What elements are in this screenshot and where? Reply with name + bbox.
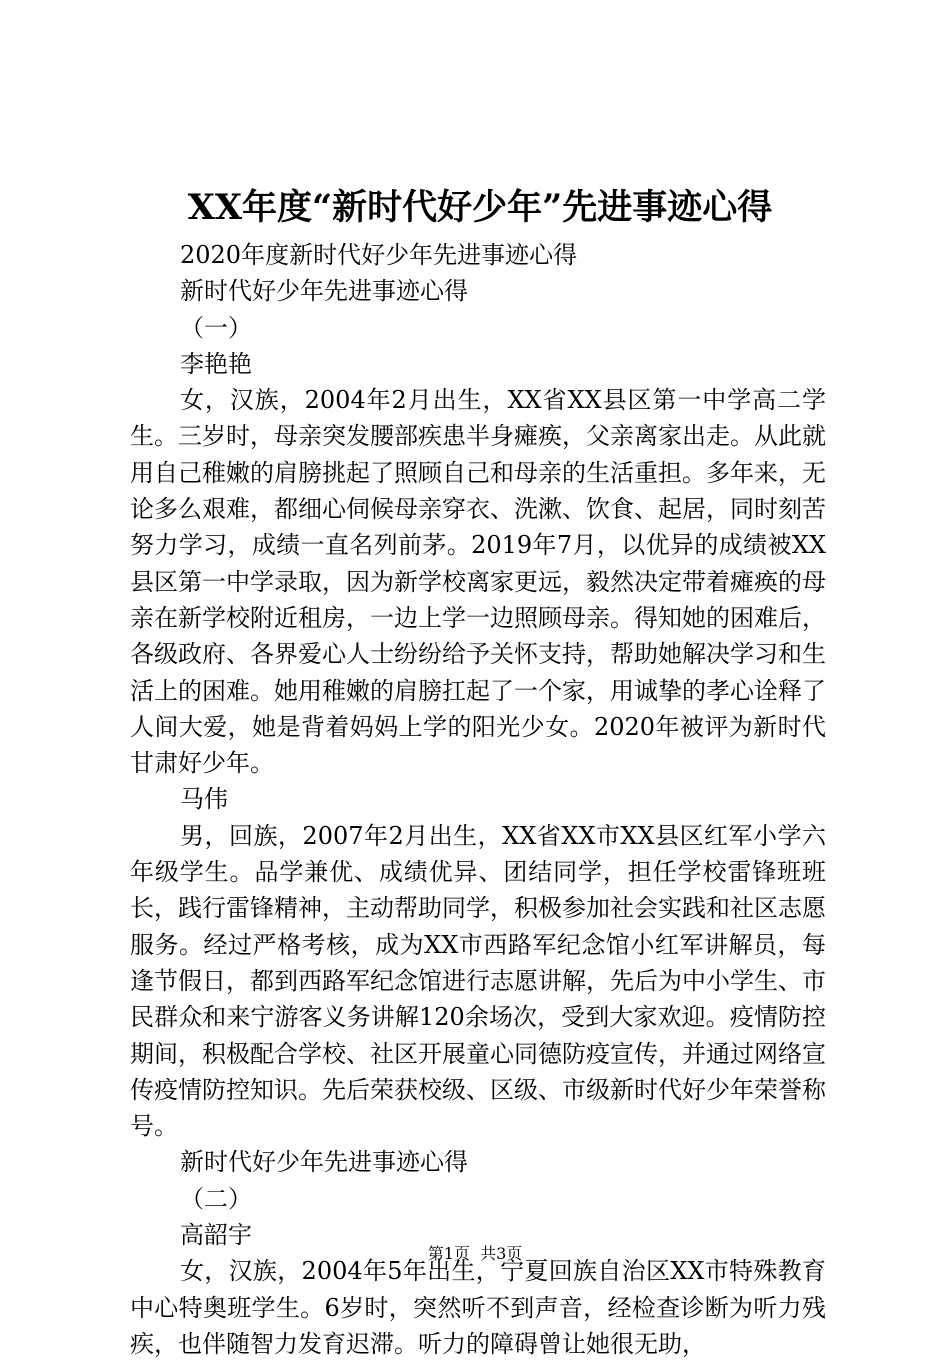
page-footer xyxy=(0,1243,950,1265)
person-paragraph: 男，回族，2007年2月出生，XX省XX市XX县区红军小学六年级学生。品学兼优、成绩优异、团结同学，担任学校雷锋班班长，践行雷锋精神，主动帮助同学，积极参加社会实践和社区志愿服务。经过严格考核，成为XX市西路军纪念馆小红军讲解员，每逢节假日，都到西路军纪念馆进行志愿讲解，先后为中小学生、市民群众和来宁游客义务讲解120余场次，受到大家欢迎。疫情防控期间，积极配合学校、社区开展童心同德防疫宣传，并通过网络宣传疫情防控知识。先后荣获校级、区级、市级新时代好少年荣誉称号。 xyxy=(130,821,826,1141)
section-heading: 新时代好少年先进事迹心得 xyxy=(180,277,468,306)
document-title: XX年度“新时代好少年”先进事迹心得 xyxy=(187,187,773,228)
page-number: 第1页 xyxy=(427,1244,470,1263)
person-paragraph: 女，汉族，2004年5年出生，宁夏回族自治区XX市特殊教育中心特奥班学生。6岁时，突然听不到声音，经检查诊断为听力残疾，也伴随智力发育迟滞。听力的障碍曾让她很无助， xyxy=(130,1257,826,1358)
section-number: （一） xyxy=(180,313,252,342)
section-number: （二） xyxy=(180,1184,252,1213)
person-name: 高韶宇 xyxy=(180,1221,252,1250)
document-body xyxy=(130,237,826,1362)
section-heading: 新时代好少年先进事迹心得 xyxy=(180,1148,468,1177)
subtitle-line: 2020年度新时代好少年先进事迹心得 xyxy=(180,241,578,269)
person-name: 李艳艳 xyxy=(180,349,252,378)
person-paragraph: 女，汉族，2004年2月出生，XX省XX县区第一中学高二学生。三岁时，母亲突发腰部疾患半身瘫痪，父亲离家出走。从此就用自己稚嫩的肩膀挑起了照顾自己和母亲的生活重担。多年来，无论多么艰难，都细心伺候母亲穿衣、洗漱、饮食、起居，同时刻苦努力学习，成绩一直名列前茅。2019年7月，以优异的成绩被XX县区第一中学录取，因为新学校离家更远，毅然决定带着瘫痪的母亲在新学校附近租房，一边上学一边照顾母亲。得知她的困难后，各级政府、各界爱心人士纷纷给予关怀支持，帮助她解决学习和生活上的困难。她用稚嫩的肩膀扛起了一个家，用诚挚的孝心诠释了人间大爱，她是背着妈妈上学的阳光少女。2020年被评为新时代甘肃好少年。 xyxy=(130,386,826,778)
page-total: 共3页 xyxy=(480,1244,523,1263)
person-name: 马伟 xyxy=(180,785,228,814)
